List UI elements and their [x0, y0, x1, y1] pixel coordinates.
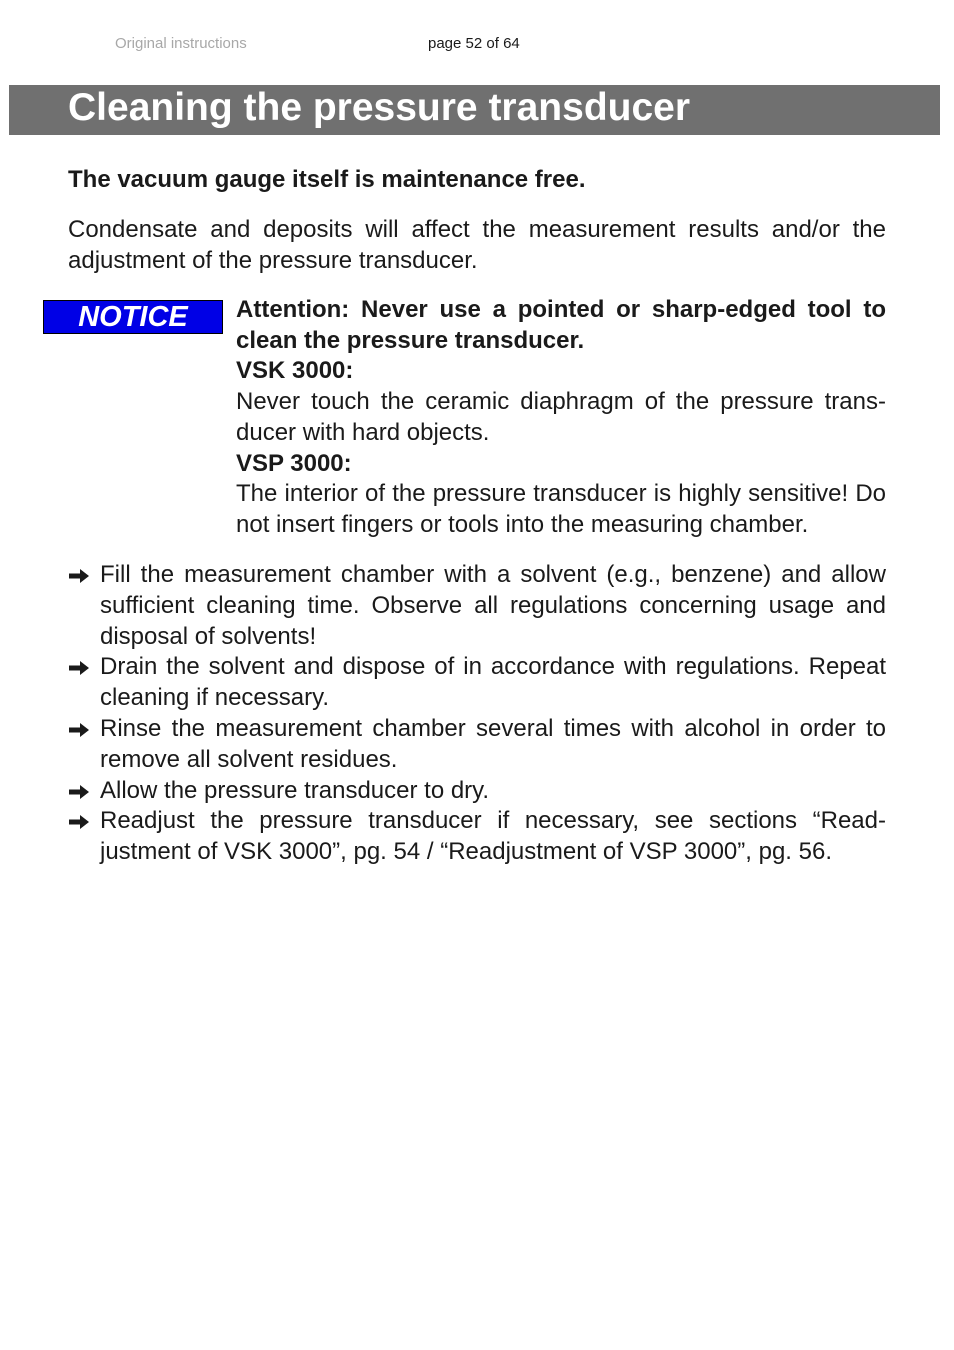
cleaning-steps-list	[68, 560, 886, 868]
vsp-label: VSP 3000:	[236, 449, 352, 477]
step-text: Readjust the pressure transducer if necessary, see sections “Readjustment of VSK 3000”, pg. 54 / “Readjustment of VSP 3000”, pg. 56.	[100, 807, 886, 866]
step-text: Allow the pressure transducer to dry.	[100, 776, 490, 804]
maintenance-free-note: The vacuum gauge itself is maintenance free.	[68, 166, 586, 193]
arrow-right-icon	[68, 714, 92, 744]
step-text: Drain the solvent and dispose of in accordance with regulations. Repeat cleaning if necessary.	[100, 653, 886, 712]
page-number: page 52 of 64	[428, 35, 520, 52]
list-item	[68, 714, 886, 776]
notice-badge: NOTICE	[43, 300, 223, 334]
step-text: Fill the measurement chamber with a solvent (e.g., benzene) and allow sufficient cleaning time. Observe all regulations concerning usage and disposal of solvents!	[100, 561, 886, 650]
list-item	[68, 806, 886, 868]
notice-attention: Attention: Never use a pointed or sharp-edged tool to clean the pressure transducer.	[236, 296, 886, 354]
vsk-label: VSK 3000:	[236, 357, 354, 385]
list-item	[68, 652, 886, 714]
step-text: Rinse the measurement chamber several times with alcohol in order to remove all solvent residues.	[100, 714, 886, 773]
list-item	[68, 560, 886, 652]
arrow-right-icon	[68, 776, 92, 806]
page-title: Cleaning the pressure transducer	[68, 86, 691, 129]
header-document-type: Original instructions	[115, 35, 247, 52]
notice-text	[236, 295, 886, 541]
title-bar	[9, 85, 940, 135]
arrow-right-icon	[68, 560, 92, 590]
arrow-right-icon	[68, 652, 92, 682]
arrow-right-icon	[68, 806, 92, 836]
list-item	[68, 776, 886, 807]
intro-paragraph: Condensate and deposits will affect the measurement results and/or the adjustment of the pressure transducer.	[68, 216, 886, 274]
vsp-text: The interior of the pressure transducer is highly sensitive! Do not insert fingers or tools into the measuring chamber.	[236, 480, 886, 538]
vsk-text: Never touch the ceramic diaphragm of the pressure transducer with hard objects.	[236, 388, 886, 446]
